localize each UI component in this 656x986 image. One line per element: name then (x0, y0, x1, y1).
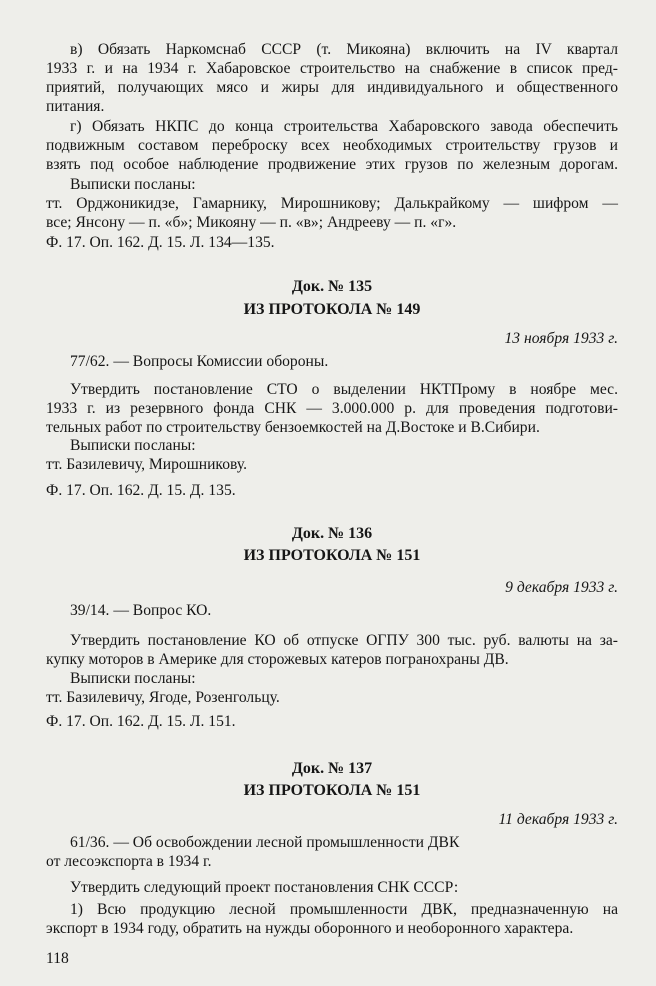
doc-135-date: 13 ноября 1933 г. (504, 330, 618, 347)
doc-137-date: 11 декабря 1933 г. (498, 811, 618, 828)
archive-reference-1: Ф. 17. Оп. 162. Д. 15. Л. 134—135. (46, 234, 275, 251)
sent-list-1 (46, 175, 618, 232)
paragraph-v (46, 40, 618, 116)
doc-137-title: Док. № 137 (291, 760, 373, 777)
text-line: г) Обязать НКПС до конца строительства Хабаровского завода обеспечить (70, 118, 618, 135)
text-line: Утвердить постановление КО об отпуске ОГПУ 300 тыс. руб. валюты на за- (70, 632, 618, 649)
text-line: 1) Всю продукцию лесной промышленности ДВК, предназначенную на (70, 901, 618, 918)
text-line: экспорт в 1934 году, обратить на нужды оборонного и необоронного характера. (46, 920, 574, 937)
doc-136-protocol: ИЗ ПРОТОКОЛА № 151 (243, 547, 421, 564)
sent-label: Выписки посланы: (70, 437, 196, 454)
text-line: приятий, получающих мясо и жиры для индивидуального и общественного (46, 79, 618, 96)
text-line: 1933 г. и на 1934 г. Хабаровское строительство на снабжение в список пред- (46, 60, 618, 77)
text-line: тельных работ по строительству бензоемкостей на Д.Востоке и В.Сибири. (46, 419, 540, 436)
doc-136-title: Док. № 136 (291, 525, 373, 542)
text-line: все; Янсону — п. «б»; Микояну — п. «в»; Андрееву — п. «г». (46, 214, 457, 231)
page-number: 118 (46, 950, 69, 967)
doc-135-sent (46, 436, 618, 474)
doc-137-point-1 (46, 900, 618, 938)
doc-136-date: 9 декабря 1933 г. (505, 579, 618, 596)
doc-136-text (46, 631, 618, 669)
text-line: подвижным составом переброску всех необходимых строительству грузов и (46, 137, 618, 154)
doc-136-sent (46, 669, 618, 707)
doc-135-title: Док. № 135 (291, 278, 373, 295)
text-line: питания. (46, 98, 105, 115)
doc-135-text (46, 380, 618, 437)
text-line: купку моторов в Америке для сторожевых катеров погранохраны ДВ. (46, 651, 509, 668)
sent-label: Выписки посланы: (70, 670, 196, 687)
doc-135-item: 77/62. — Вопросы Комиссии обороны. (70, 353, 329, 370)
sent-to: тт. Базилевичу, Ягоде, Розенгольцу. (46, 689, 280, 706)
sent-to: тт. Базилевичу, Мирошникову. (46, 456, 247, 473)
text-line: 61/36. — Об освобождении лесной промышленности ДВК (70, 834, 460, 851)
text-line: от лесоэкспорта в 1934 г. (46, 853, 212, 870)
doc-136-reference: Ф. 17. Оп. 162. Д. 15. Л. 151. (46, 713, 236, 730)
text-line: в) Обязать Наркомснаб СССР (т. Микояна) включить на IV квартал (70, 41, 618, 58)
text-line: 1933 г. из резервного фонда СНК — 3.000.000 р. для проведения подготови- (46, 400, 618, 417)
text-line: взять под особое наблюдение продвижение этих грузов по железным дорогам. (46, 156, 618, 173)
doc-137-item (46, 833, 618, 871)
paragraph-g (46, 117, 618, 174)
text-line: Утвердить постановление СТО о выделении НКТПрому в ноябре мес. (70, 381, 618, 398)
doc-135-reference: Ф. 17. Оп. 162. Д. 15. Д. 135. (46, 482, 236, 499)
doc-136-item: 39/14. — Вопрос КО. (70, 602, 212, 619)
doc-137-approve: Утвердить следующий проект постановления СНК СССР: (70, 879, 459, 896)
text-line: тт. Орджоникидзе, Гамарнику, Мирошникову; Далькрайкому — шифром — (46, 195, 618, 212)
doc-137-protocol: ИЗ ПРОТОКОЛА № 151 (243, 782, 421, 799)
sent-label: Выписки посланы: (70, 176, 196, 193)
doc-135-protocol: ИЗ ПРОТОКОЛА № 149 (243, 301, 421, 318)
